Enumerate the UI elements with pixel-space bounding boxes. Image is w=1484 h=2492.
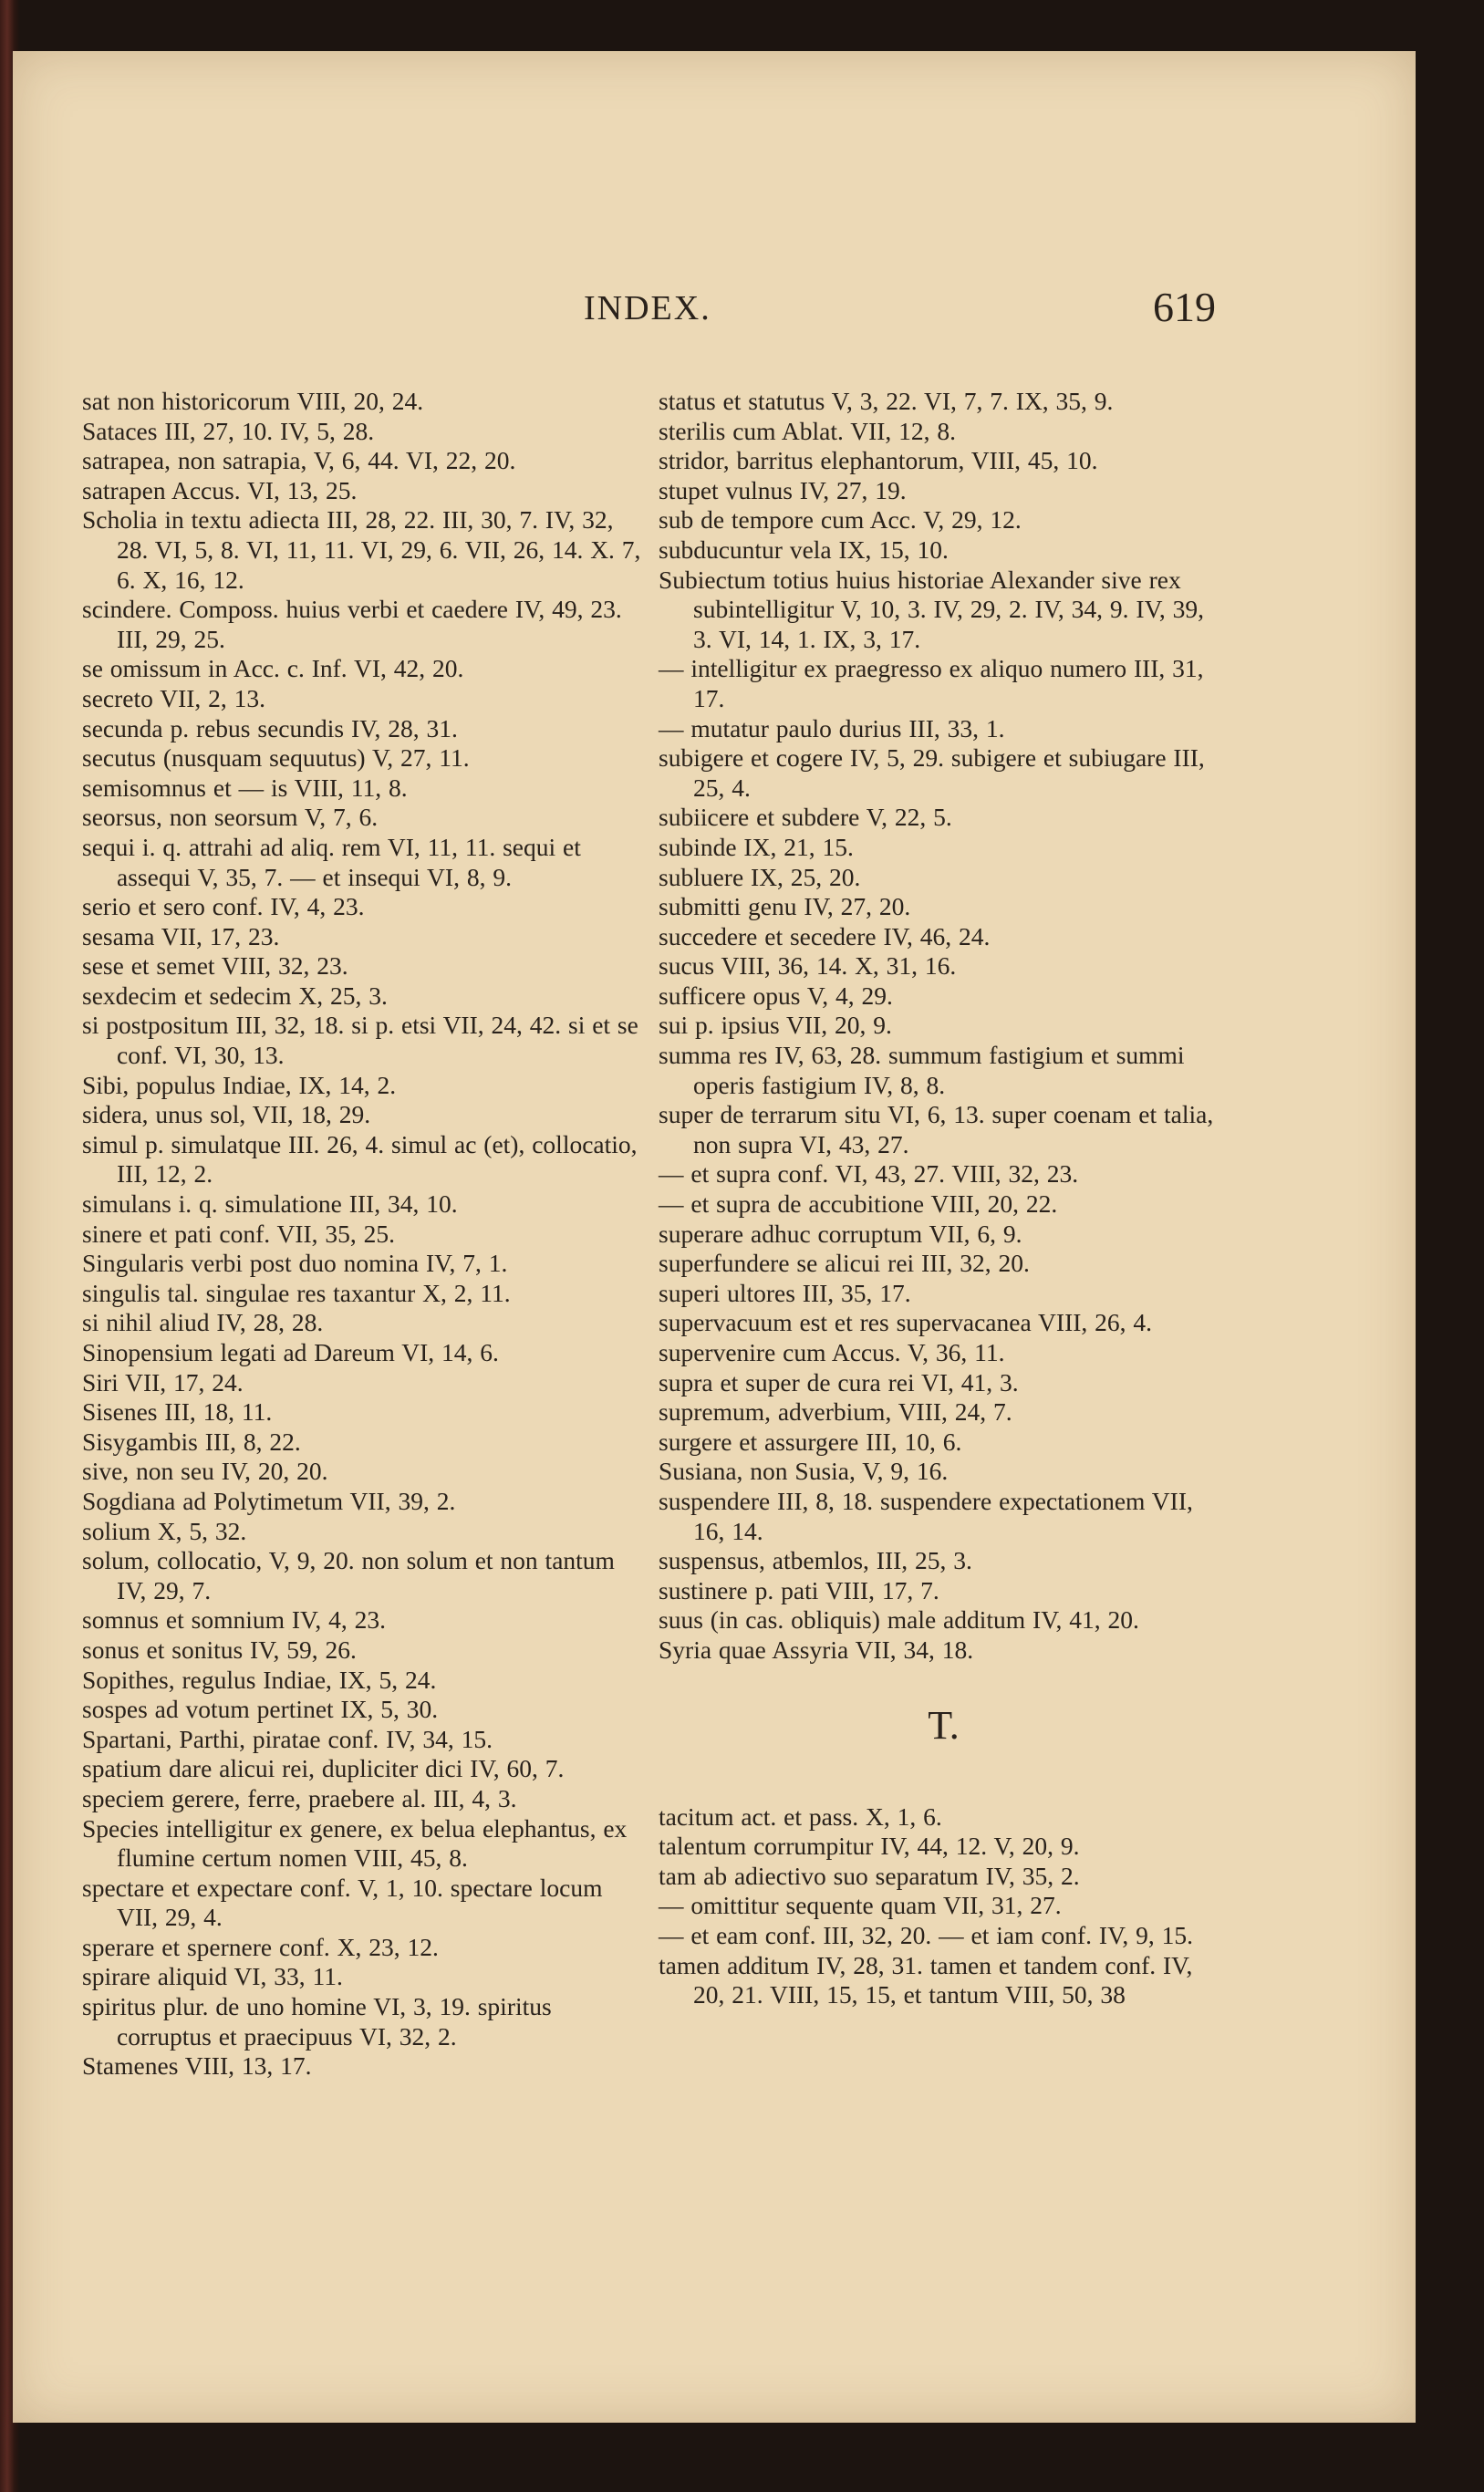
index-entry: — omittitur sequente quam VII, 31, 27. xyxy=(659,1891,1062,1920)
index-entry: semisomnus et — is VIII, 11, 8. xyxy=(82,773,408,802)
index-entry: subluere IX, 25, 20. xyxy=(659,862,861,891)
section-letter-heading: T. xyxy=(928,1702,960,1748)
index-entry: Sisenes III, 18, 11. xyxy=(82,1397,273,1427)
index-entry: — et supra de accubitione VIII, 20, 22. xyxy=(659,1189,1058,1219)
index-entry: Subiectum totius huius historiae Alexander sive rex subintelligitur V, 10, 3. IV, 29, 2. IV, 34, 9. IV, 39, 3. VI, 14, 1. IX, 3, 17. xyxy=(659,565,1205,653)
index-entry: supra et super de cura rei VI, 41, 3. xyxy=(659,1367,1019,1397)
index-entry: sidera, unus sol, VII, 18, 29. xyxy=(82,1100,371,1129)
index-entry: suus (in cas. obliquis) male additum IV, 41, 20. xyxy=(659,1605,1139,1635)
index-entry: se omissum in Acc. c. Inf. VI, 42, 20. xyxy=(82,654,464,683)
index-entry: sospes ad votum pertinet IX, 5, 30. xyxy=(82,1695,439,1724)
index-entry: speciem gerere, ferre, praebere al. III, 4, 3. xyxy=(82,1783,517,1812)
index-entry: superare adhuc corruptum VII, 6, 9. xyxy=(659,1219,1022,1248)
index-entry: summa res IV, 63, 28. summum fastigium et summi operis fastigium IV, 8, 8. xyxy=(659,1041,1185,1099)
index-entry: sat non historicorum VIII, 20, 24. xyxy=(82,387,424,415)
index-entry: — intelligitur ex praegresso ex aliquo numero III, 31, 17. xyxy=(659,654,1204,712)
index-entry: submitti genu IV, 27, 20. xyxy=(659,892,911,921)
index-entry: sequi i. q. attrahi ad aliq. rem VI, 11, 11. sequi et assequi V, 35, 7. — et insequi VI, 8, 9. xyxy=(82,832,581,891)
index-entry: Susiana, non Susia, V, 9, 16. xyxy=(659,1457,949,1486)
index-entry: Sogdiana ad Polytimetum VII, 39, 2. xyxy=(82,1486,456,1515)
index-entry: — et eam conf. III, 32, 20. — et iam conf. IV, 9, 15. xyxy=(659,1920,1194,1949)
index-entry: super de terrarum situ VI, 6, 13. super coenam et talia, non supra VI, 43, 27. xyxy=(659,1100,1214,1158)
index-entry: subducuntur vela IX, 15, 10. xyxy=(659,535,949,564)
index-entry: sive, non seu IV, 20, 20. xyxy=(82,1457,328,1486)
index-entry: spatium dare alicui rei, dupliciter dici IV, 60, 7. xyxy=(82,1754,565,1783)
index-entry: suspendere III, 8, 18. suspendere expectationem VII, 16, 14. xyxy=(659,1486,1193,1545)
index-entry: scindere. Composs. huius verbi et caedere IV, 49, 23. III, 29, 25. xyxy=(82,595,622,653)
index-column-right xyxy=(659,387,1229,2010)
index-entry: Sopithes, regulus Indiae, IX, 5, 24. xyxy=(82,1665,437,1694)
index-entry: sperare et spernere conf. X, 23, 12. xyxy=(82,1932,439,1961)
index-column-left xyxy=(82,387,648,2082)
book-page xyxy=(13,51,1416,2423)
index-entry: — et supra conf. VI, 43, 27. VIII, 32, 23. xyxy=(659,1159,1079,1189)
index-entry: serio et sero conf. IV, 4, 23. xyxy=(82,892,365,921)
index-entry: supervenire cum Accus. V, 36, 11. xyxy=(659,1338,1005,1366)
index-entry: Scholia in textu adiecta III, 28, 22. III, 30, 7. IV, 32, 28. VI, 5, 8. VI, 11, 11. VI, 29, 6. VII, 26, 14. X. 7, 6. X, 16, 12. xyxy=(82,505,641,594)
index-entry: secutus (nusquam sequutus) V, 27, 11. xyxy=(82,743,470,773)
index-entry: Sataces III, 27, 10. IV, 5, 28. xyxy=(82,416,375,445)
index-entry: si postpositum III, 32, 18. si p. etsi VII, 24, 42. si et se conf. VI, 30, 13. xyxy=(82,1011,638,1070)
index-entry: superi ultores III, 35, 17. xyxy=(659,1278,911,1307)
index-entry: solium X, 5, 32. xyxy=(82,1516,247,1545)
page-header xyxy=(13,284,1416,343)
index-entry: si nihil aliud IV, 28, 28. xyxy=(82,1308,324,1337)
index-entry: succedere et secedere IV, 46, 24. xyxy=(659,921,991,950)
index-entry: sesama VII, 17, 23. xyxy=(82,921,280,950)
index-entry: sese et semet VIII, 32, 23. xyxy=(82,951,348,981)
index-entry: sinere et pati conf. VII, 35, 25. xyxy=(82,1219,396,1248)
index-entry: spiritus plur. de uno homine VI, 3, 19. spiritus corruptus et praecipuus VI, 32, 2. xyxy=(82,1992,552,2051)
index-entry: Syria quae Assyria VII, 34, 18. xyxy=(659,1635,974,1664)
index-entry: seorsus, non seorsum V, 7, 6. xyxy=(82,803,379,832)
page-number: 619 xyxy=(1153,284,1216,330)
index-entry: sub de tempore cum Acc. V, 29, 12. xyxy=(659,505,1022,535)
index-entry: supremum, adverbium, VIII, 24, 7. xyxy=(659,1397,1012,1427)
index-entry: stridor, barritus elephantorum, VIII, 45, 10. xyxy=(659,446,1098,475)
index-entry: secreto VII, 2, 13. xyxy=(82,683,266,712)
index-entry: superfundere se alicui rei III, 32, 20. xyxy=(659,1249,1030,1278)
index-entry: suspensus, atbemlos, III, 25, 3. xyxy=(659,1546,972,1575)
index-entry: spectare et expectare conf. V, 1, 10. spectare locum VII, 29, 4. xyxy=(82,1873,603,1932)
index-entry: sucus VIII, 36, 14. X, 31, 16. xyxy=(659,951,957,981)
index-entry: sustinere p. pati VIII, 17, 7. xyxy=(659,1575,939,1604)
index-entry: Species intelligitur ex genere, ex belua elephantus, ex flumine certum nomen VIII, 45, 8. xyxy=(82,1813,628,1873)
index-entry: tam ab adiectivo suo separatum IV, 35, 2. xyxy=(659,1861,1080,1890)
index-entry: Sibi, populus Indiae, IX, 14, 2. xyxy=(82,1070,397,1099)
index-entry: Singularis verbi post duo nomina IV, 7, 1. xyxy=(82,1249,508,1278)
index-entry: status et statutus V, 3, 22. VI, 7, 7. IX, 35, 9. xyxy=(659,387,1114,415)
index-entry: subinde IX, 21, 15. xyxy=(659,832,854,861)
index-entry: Sinopensium legati ad Dareum VI, 14, 6. xyxy=(82,1338,499,1366)
index-entry: sui p. ipsius VII, 20, 9. xyxy=(659,1011,892,1040)
index-entry: sufficere opus V, 4, 29. xyxy=(659,981,893,1010)
index-entry: supervacuum est et res supervacanea VIII, 26, 4. xyxy=(659,1308,1153,1337)
index-entry: tamen additum IV, 28, 31. tamen et tandem conf. IV, 20, 21. VIII, 15, 15, et tantum VIII, 50, 38 xyxy=(659,1950,1193,2009)
index-entry: sexdecim et sedecim X, 25, 3. xyxy=(82,981,388,1010)
index-entry: stupet vulnus IV, 27, 19. xyxy=(659,475,907,504)
index-entry: — mutatur paulo durius III, 33, 1. xyxy=(659,713,1005,742)
index-entry: secunda p. rebus secundis IV, 28, 31. xyxy=(82,713,458,742)
running-title: INDEX. xyxy=(584,289,711,327)
index-entry: simul p. simulatque III. 26, 4. simul ac (et), collocatio, III, 12, 2. xyxy=(82,1129,638,1189)
index-entry: simulans i. q. simulatione III, 34, 10. xyxy=(82,1189,458,1219)
index-entry: satrapea, non satrapia, V, 6, 44. VI, 22, 20. xyxy=(82,446,516,475)
index-entry: subigere et cogere IV, 5, 29. subigere et subiugare III, 25, 4. xyxy=(659,743,1205,802)
index-entry: surgere et assurgere III, 10, 6. xyxy=(659,1427,962,1456)
index-entry: sonus et sonitus IV, 59, 26. xyxy=(82,1635,357,1664)
index-entry: somnus et somnium IV, 4, 23. xyxy=(82,1605,386,1635)
index-entry: solum, collocatio, V, 9, 20. non solum et non tantum IV, 29, 7. xyxy=(82,1546,615,1604)
index-entry: sterilis cum Ablat. VII, 12, 8. xyxy=(659,416,957,445)
index-entry: Siri VII, 17, 24. xyxy=(82,1367,244,1397)
index-entry: talentum corrumpitur IV, 44, 12. V, 20, 9. xyxy=(659,1832,1080,1861)
index-entry: Stamenes VIII, 13, 17. xyxy=(82,2051,312,2081)
index-entry: singulis tal. singulae res taxantur X, 2, 11. xyxy=(82,1278,511,1307)
index-entry: Sisygambis III, 8, 22. xyxy=(82,1427,301,1456)
index-entry: Spartani, Parthi, piratae conf. IV, 34, 15. xyxy=(82,1724,493,1753)
index-entry: subiicere et subdere V, 22, 5. xyxy=(659,803,952,832)
index-entry: satrapen Accus. VI, 13, 25. xyxy=(82,475,358,504)
index-entry: spirare aliquid VI, 33, 11. xyxy=(82,1962,343,1991)
index-entry: tacitum act. et pass. X, 1, 6. xyxy=(659,1802,942,1831)
